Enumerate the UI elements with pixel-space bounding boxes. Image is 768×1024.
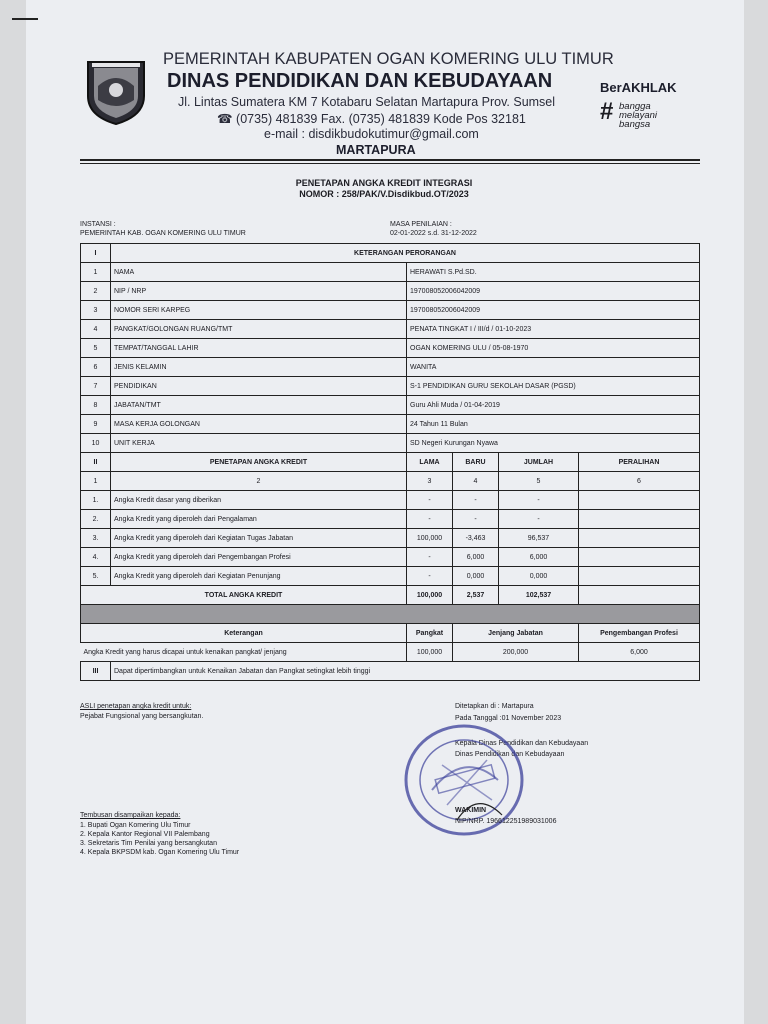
ditetapkan: Ditetapkan di : Martapura	[455, 703, 534, 710]
requirement-header: Keterangan Pangkat Jenjang Jabatan Pengembangan Profesi	[81, 624, 700, 643]
table-row: 8 JABATAN/TMT Guru Ahli Muda / 01-04-2019	[81, 396, 700, 415]
total-row: TOTAL ANGKA KREDIT 100,000 2,537 102,537	[81, 586, 700, 605]
kepala-title: Kepala Dinas Pendidikan dan Kebudayaan	[455, 740, 589, 747]
tembusan-item: 3. Sekretaris Tim Penilai yang bersangkutan	[80, 840, 217, 847]
section2-header: II PENETAPAN ANGKA KREDIT LAMA BARU JUMLAH PERALIHAN	[81, 453, 700, 472]
requirement-row: Angka Kredit yang harus dicapai untuk kenaikan pangkat/ jenjang 100,000 200,000 6,000	[81, 643, 700, 662]
table-row: 1. Angka Kredit dasar yang diberikan - - -	[81, 491, 700, 510]
tembusan-item: 1. Bupati Ogan Komering Ulu Timur	[80, 822, 191, 829]
instansi-value: PEMERINTAH KAB. OGAN KOMERING ULU TIMUR	[80, 230, 246, 237]
table-row: 6 JENIS KELAMIN WANITA	[81, 358, 700, 377]
table-row: 4. Angka Kredit yang diperoleh dari Pengembangan Profesi - 6,000 6,000	[81, 548, 700, 567]
table-row: 3 NOMOR SERI KARPEG 197008052006042009	[81, 301, 700, 320]
letterhead-divider	[80, 159, 700, 164]
masa-value: 02-01-2022 s.d. 31-12-2022	[390, 230, 477, 237]
section1-title: KETERANGAN PERORANGAN	[111, 244, 700, 263]
tembusan-title: Tembusan disampaikan kepada:	[80, 812, 181, 819]
table-row: 4 PANGKAT/GOLONGAN RUANG/TMT PENATA TINGKAT I / III/d / 01-10-2023	[81, 320, 700, 339]
berakhlak-tagline: bangga melayani bangsa	[619, 101, 658, 130]
office-address: Jl. Lintas Sumatera KM 7 Kotabaru Selatan Martapura Prov. Sumsel	[178, 95, 556, 109]
office-email: e-mail : disdikbudokutimur@gmail.com	[264, 127, 479, 141]
table-row: 2. Angka Kredit yang diperoleh dari Pengalaman - - -	[81, 510, 700, 529]
section1-header	[81, 244, 700, 263]
masa-label: MASA PENILAIAN :	[390, 221, 452, 228]
office-name: DINAS PENDIDIKAN DAN KEBUDAYAAN	[167, 70, 553, 92]
grey-separator	[81, 605, 700, 624]
berakhlak-logo	[600, 74, 696, 138]
document-number: NOMOR : 258/PAK/V.Disdikbud.OT/2023	[299, 189, 469, 199]
table-row: 7 PENDIDIKAN S-1 PENDIDIKAN GURU SEKOLAH DASAR (PGSD)	[81, 377, 700, 396]
credit-table	[80, 243, 700, 681]
table-row: 5 TEMPAT/TANGGAL LAHIR OGAN KOMERING ULU / 05-08-1970	[81, 339, 700, 358]
document-title: PENETAPAN ANGKA KREDIT INTEGRASI	[295, 178, 473, 188]
table-row: 3. Angka Kredit yang diperoleh dari Kegiatan Tugas Jabatan 100,000 -3,463 96,537	[81, 529, 700, 548]
section2-index-row: 1 2 3 4 5 6	[81, 472, 700, 491]
kepala-office: Dinas Pendidikan dan Kebudayaan	[455, 751, 565, 758]
office-phone: ☎ (0735) 481839 Fax. (0735) 481839 Kode Pos 32181	[217, 112, 526, 126]
table-row: 5. Angka Kredit yang diperoleh dari Kegiatan Penunjang - 0,000 0,000	[81, 567, 700, 586]
table-row: 2 NIP / NRP 197008052006042009	[81, 282, 700, 301]
tembusan-item: 2. Kepala Kantor Regional VII Palembang	[80, 831, 210, 838]
pen-mark	[12, 18, 38, 20]
table-row: 9 MASA KERJA GOLONGAN 24 Tahun 11 Bulan	[81, 415, 700, 434]
government-name: PEMERINTAH KABUPATEN OGAN KOMERING ULU TIMUR	[163, 50, 614, 68]
asli-line2: Pejabat Fungsional yang bersangkutan.	[80, 713, 204, 720]
signer-nip: NIP/NRP. 196612251989031006	[455, 818, 557, 825]
berakhlak-badge: BerAKHLAK	[600, 80, 677, 95]
section1-no: I	[81, 244, 111, 263]
signer-name: WAKIMIN	[455, 807, 487, 814]
instansi-label: INSTANSI :	[80, 221, 116, 228]
office-city: MARTAPURA	[336, 143, 416, 157]
table-row: 10 UNIT KERJA SD Negeri Kurungan Nyawa	[81, 434, 700, 453]
section3-row: III Dapat dipertimbangkan untuk Kenaikan Jabatan dan Pangkat setingkat lebih tinggi	[81, 662, 700, 681]
table-row: 1 NAMA HERAWATI S.Pd.SD.	[81, 263, 700, 282]
regency-emblem-icon	[84, 56, 148, 126]
asli-line1: ASLI penetapan angka kredit untuk:	[80, 703, 192, 710]
hash-icon: #	[600, 98, 614, 125]
tanggal: Pada Tanggal :01 November 2023	[455, 715, 562, 722]
tembusan-item: 4. Kepala BKPSDM kab. Ogan Komering Ulu Timur	[80, 849, 240, 856]
